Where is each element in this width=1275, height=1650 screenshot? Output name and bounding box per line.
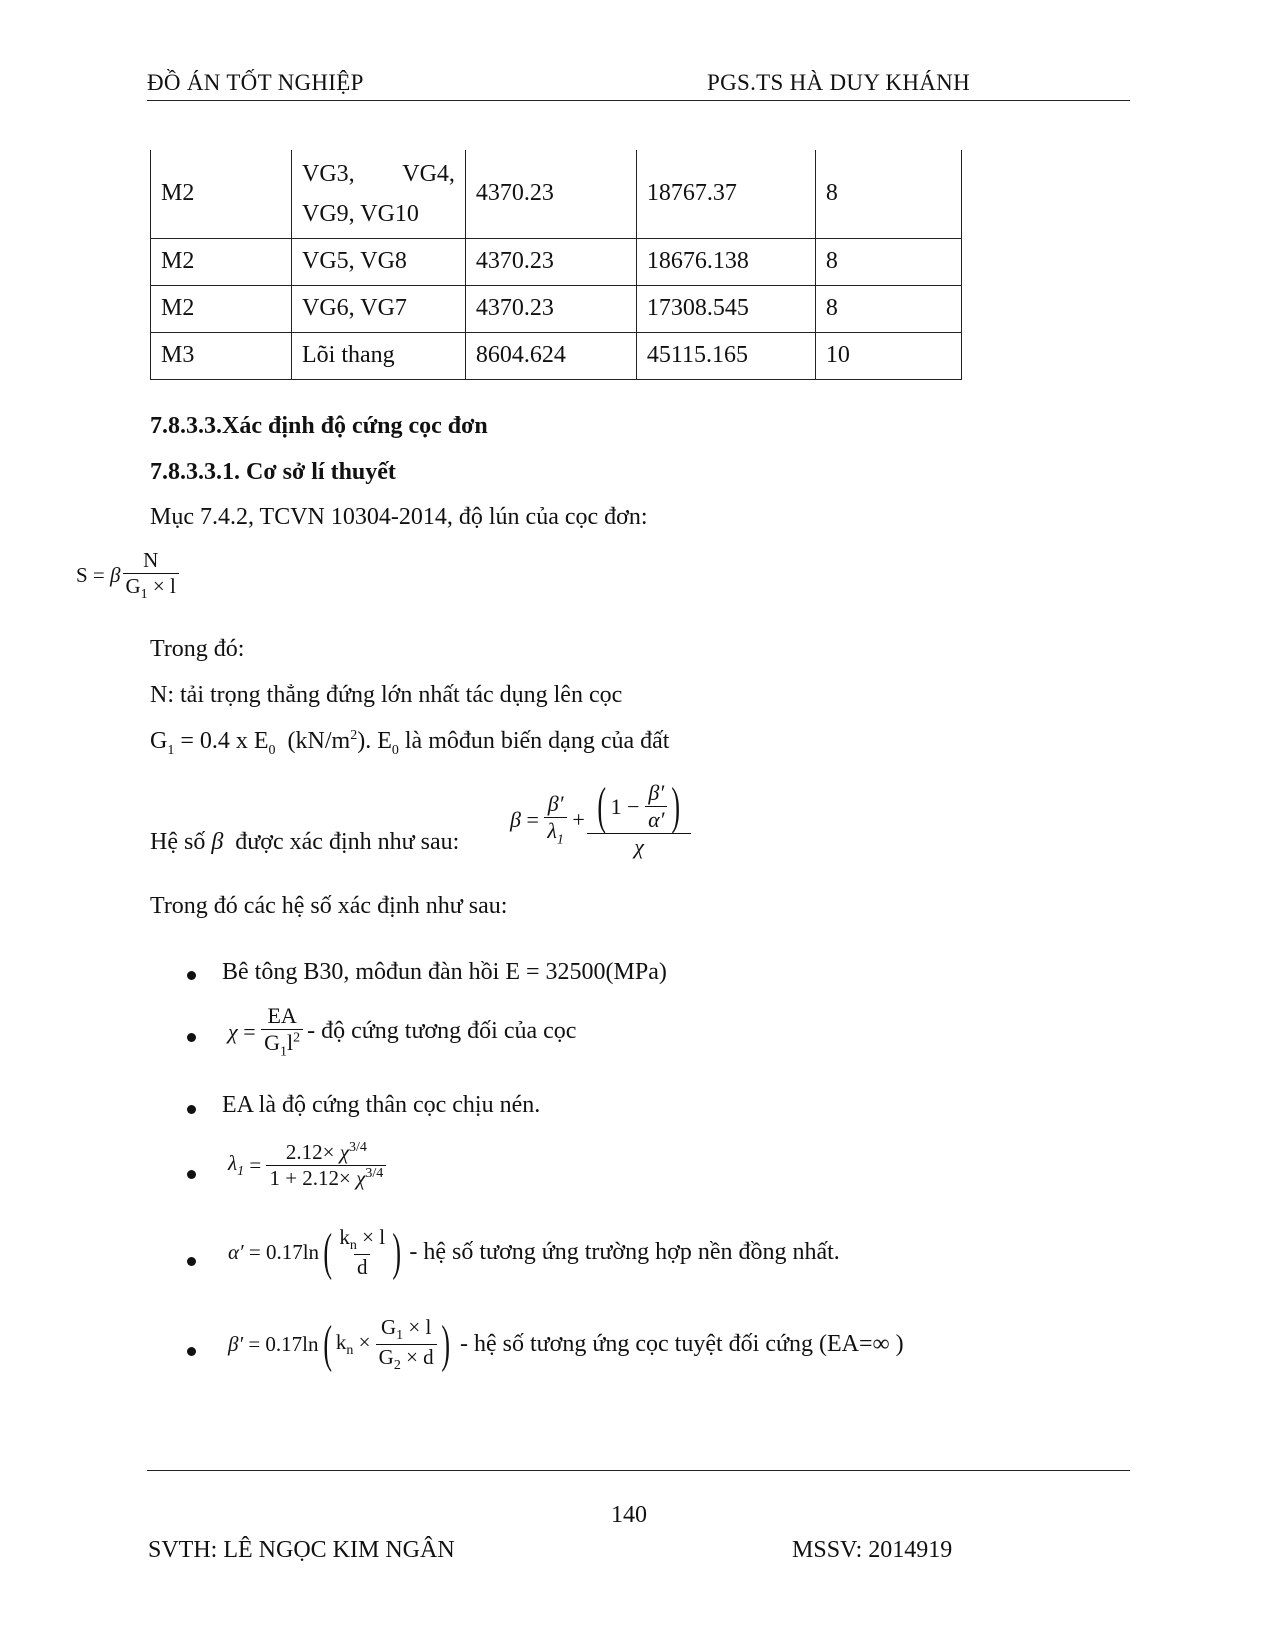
bullet-alpha: α′ = 0.17ln ( $\frac{k_n \times l}{d}$ ) - hệ số tương ứng trường hợp nền đồng nhất. [228, 1223, 840, 1281]
g1-definition: $G_1 = 0.4$ x $E_0$ $(kN/m^2)$. $E_0$ là môđun biến dạng của đất [150, 728, 670, 758]
table-cell: 4370.23 [465, 150, 636, 238]
table-cell: VG5, VG8 [292, 238, 466, 285]
footer-student-id: MSSV: 2014919 [792, 1537, 953, 1563]
table-cell: M2 [151, 285, 292, 332]
section-heading: 7.8.3.3.Xác định độ cứng cọc đơn [150, 413, 488, 439]
table-cell: VG6, VG7 [292, 285, 466, 332]
table-cell: 8 [815, 238, 961, 285]
table-row [151, 238, 962, 285]
cell-line: VG9, VG10 [302, 200, 419, 227]
where-label: Trong đó: [150, 636, 245, 662]
table-row [151, 332, 962, 379]
bullet-beta-prime: β′ = 0.17ln ( $k_n$ × $\frac{G_1 \times l}{G_2 \times d}$ ) - hệ số tương ứng cọc tuyệt đối cứng (EA=∞ ) [228, 1315, 904, 1374]
pile-table [150, 150, 962, 380]
bullet-dot [187, 1170, 196, 1179]
table-cell: M3 [151, 332, 292, 379]
bullet-dot [187, 1347, 196, 1356]
bullet-dot [187, 971, 196, 980]
table-cell: 45115.165 [636, 332, 815, 379]
table-cell: 8 [815, 285, 961, 332]
header-rule [147, 100, 1130, 101]
table-cell: M2 [151, 238, 292, 285]
beta-formula: β = $\frac{\beta'}{\lambda_1}$ + ( 1 − $\frac{\beta'}{\alpha'}$ ) χ [510, 780, 688, 860]
table-cell: 18676.138 [636, 238, 815, 285]
cell-line: VG3, VG4, [302, 160, 455, 187]
bullet-concrete: Bê tông B30, môđun đàn hồi E = 32500(MPa) [222, 959, 667, 985]
table-cell: 17308.545 [636, 285, 815, 332]
table-cell: 8604.624 [465, 332, 636, 379]
n-definition: N: tải trọng thẳng đứng lớn nhất tác dụng lên cọc [150, 682, 623, 708]
beta-text: Hệ số β được xác định như sau: [150, 829, 460, 855]
page-number: 140 [611, 1502, 647, 1528]
table-cell: 4370.23 [465, 238, 636, 285]
footer-rule [147, 1470, 1130, 1471]
table-cell [292, 150, 466, 238]
table-cell: 18767.37 [636, 150, 815, 238]
table-cell: Lõi thang [292, 332, 466, 379]
bullet-lambda: $\lambda_1$ = $\frac{2.12\times \chi^{3/4}}{1 + 2.12\times \chi^{3/4}}$ [228, 1140, 386, 1191]
table-row [151, 285, 962, 332]
header-right: PGS.TS HÀ DUY KHÁNH [707, 70, 970, 95]
bullet-dot [187, 1257, 196, 1266]
subsection-heading: 7.8.3.3.1. Cơ sở lí thuyết [150, 459, 396, 485]
bullet-chi: χ = $\frac{EA}{G_1l^2}$ - độ cứng tương đối của cọc [228, 1003, 577, 1060]
table-cell: 10 [815, 332, 961, 379]
coef-intro: Trong đó các hệ số xác định như sau: [150, 893, 508, 919]
settlement-formula: S = β $\frac{N}{G_1 \times l}$ [76, 548, 179, 603]
table-cell: M2 [151, 150, 292, 238]
table-row [151, 150, 962, 238]
bullet-ea: EA là độ cứng thân cọc chịu nén. [222, 1092, 541, 1118]
header-left: ĐỒ ÁN TỐT NGHIỆP [147, 70, 364, 95]
table-cell: 4370.23 [465, 285, 636, 332]
footer-student: SVTH: LÊ NGỌC KIM NGÂN [148, 1537, 455, 1563]
bullet-dot [187, 1105, 196, 1114]
table-cell: 8 [815, 150, 961, 238]
intro-text: Mục 7.4.2, TCVN 10304-2014, độ lún của cọc đơn: [150, 504, 648, 530]
bullet-dot [187, 1033, 196, 1042]
